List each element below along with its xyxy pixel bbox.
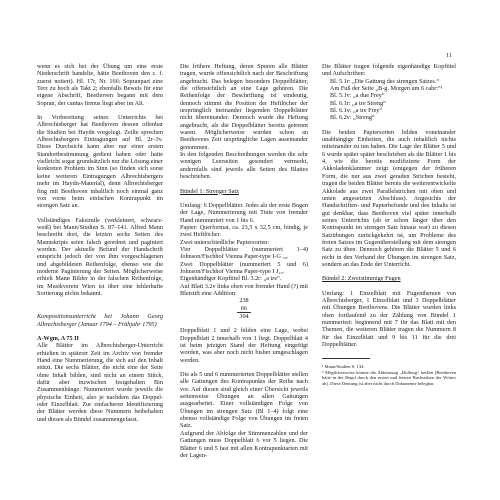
column-right: [322, 63, 456, 386]
addition-line: 304: [239, 313, 249, 320]
paragraph: Vollständiges Faksimile (verkleinert, schwarz-weiß) bei Mann/Studien S. 87–141. Alfred Mann beschreibt dort, die letzten sechs Seiten des Manuskripts seien falsch geordnet und paginiert worden. Der aktuelle Befund der Handschrift entspricht jedoch der von ihm vorgeschlagenen und abgebildeten Reihenfolge, ebenso wie die moderne Paginierung der Seiten. Möglicherweise erhielt Mann Bilder in der falschen Reihenfolge, im Musikverein Wien ist über eine fehlerhafte Sortierung nichts bekannt.: [37, 216, 163, 297]
bundle-heading: Bündel 2: Zweistimmige Fugen: [322, 275, 401, 283]
list-item: Bl. 6.1v: „a tre Frey“: [330, 107, 383, 115]
title-list: [322, 78, 456, 122]
addition-line: 238: [239, 297, 249, 305]
list-item: Bl. 6.2v: „Streng“: [330, 114, 375, 122]
paragraph: Eigenhändiger Kopftitel Bl. 3.2r: „a tre“.: [180, 275, 282, 283]
paragraph: In Vorbereitung seines Unterrichts bei Albrechtsberger hat Beethoven dessen offenbar die Studien bei Haydn vorgelegt. Zeilte sprechen Albrechtsbergers Eintragungen auf Bl. 2r–3v. Diese Durchsicht kann aber nur einer ersten Standortbestimmung gedient haben oder hatte vielleicht sogar grundsätzlich nur die Lösung einer konkreten Problem im Sinn (so finden sich sonst keine weiteren Eintragungen Albrechtsbergers mehr im Haydn-Material), denn Albrechtsberger fing mit Beethoven inhaltlich noch einmal ganz von vorne beim einfachen Kontrapunkt im strengen Satz an.: [37, 114, 163, 210]
column-middle: [180, 63, 308, 459]
paragraph: Die frühere Heftung, deren Spuren alle Blätter tragen, wurde offensichtlich nach der Beschriftung angebracht. Das belegen besonders Doppelblätter, die offensichtlich an eine Lage gehören. Die Reihenfolge der Beschriftung ist eindeutig, dennoch stimmt die Position der Heftlöcher der ursprünglich ineinander liegenden Doppelblätter nicht übereinander. Dennoch wurde die Heftung angebracht, als die Doppelblätter bereits getrennt waren. Möglicherweise wurden schon an Beethovens Zeit ursprüngliche Lagen auseinander genommen.: [180, 63, 308, 151]
footnote: ² Möglicherweise könnte die Abkürzung „Hofburg“ heißen (Beethoven hätte in der Regel durch den ersten und letzten Buchstaben der Wörter ab). Diese Deutung ist aber nicht durch Dokumente belegbar.: [322, 369, 456, 386]
paragraph: Die als 5 und 6 nummerierten Doppelblätter stellen alle Gattungen des Kontrapunkts der Reihe nach vor. Auf diesen sind gleich einer Übersicht jeweils seitenweise Übungen an allen Gattungen ausgearbeitet. Einer vollständigen Folge von Übungen im strengen Satz (Bl 1–4) folgt eine ebenso vollständige Folge von Übungen im freien Satz.: [180, 371, 308, 430]
paragraph: Papier: Querformat, ca. 23,5 x 32,5 cm, bindig, je zwei Heftlöcher.: [180, 223, 308, 239]
paragraph: Alle Blätter im Albrechtsberger-Unterricht erhielten in späterer Zeit im Archiv von fremder Hand eine Nummerierung, die sich auf den Inhalt stützt. Die sechs Blätter, die nicht eine der Seite ohne Inhalt bilden, sind nicht an einem Stück, dafür aber inzwischen festgehalten Bin Zusammenhänge: Nummeriert wurde jeweils die physische Einheit, also je nachdem das Doppel- oder Einzelblatt. Zur einfacheren Identifizierung der Blätter werden diese Nummern beibehalten und diesen als Bündel zusammengefasst.: [37, 342, 163, 423]
paragraph: Die beiden Papiersorten bilden voneinander unabhängige Einheiten, die auch inhaltlich nichts miteinander zu tun haben. Die Lage der Blätter 5 und 6 wurde später später beschrieben als die Blätter 1 bis 4, wie die bereits modifizierte Form der Akkoladenklammer zeigt (entgegen der früheren Form, die nur aus zwei geraden Strichen besteht, tragen die beiden Blätter bereits die weiterentwickelte Akkolade aus zwei Parallelstrichen mit oben und unten angesetzten Abschluss). Angesichts der Handschriften- und Papierbefunde und des Inhalts ist gut denkbar, dass Beethoven viel später innerhalb seines Unterrichts (ab er schon länger über den Kontrapunkt im strengen Satz hinaus war) zu diesen Satzübungen zurückgekehrt ist, um Probleme des freien Satzes im Gegenüberstellung mit dem strengen Satz zu üben. Dennoch gehören die Blätter 5 und 6 nicht in den Verband der Übungen im strengen Satz, sondern an das Ende der Unterricht.: [322, 128, 456, 268]
bundle-heading: Bündel 1: Strenger Satz: [180, 187, 239, 195]
paragraph: Zwei unterschiedliche Papiersorten:: [180, 238, 269, 246]
paragraph: Zwei Doppelblätter (nummeriert 5 und 6) Johnson/Fischhof Vienna Paper-type I J₁₀.: [180, 260, 308, 275]
paragraph: Umfang: 6 Doppelblätter. Jedes als der erste Bogen der Lage, Nummerierung mit Tinte von fremder Hand nummeriert von 1 bis 6.: [180, 201, 308, 224]
paragraph: Vier Doppelblätter (nummeriert 1–4) Johnson/Fischhof Vienna Paper-type I-G ₃₀.: [180, 245, 308, 261]
paragraph: Umfang: 1 Einzelblatt mit Fugenthemen von Albrechtsberger, 1 Einzelblatt und 3 Doppelblätter mit Übungen Beethovens. Die Blätter wurden links oben fortlaufend zu der Zählung von Bündel 1 nummeriert: beginnend mit 7 für das Blatt mit den Themen, die weiteren Blätter tragen die Nummern 8 für das Einzelblatt und 9 bis 11 für die drei Doppelblätter.: [322, 289, 456, 349]
footnote-rule: [322, 358, 370, 359]
paragraph: wenn es sich bei der Übung um eine erste Niederschrift handelte, hätte Beethoven den c. f. zuerst notiert). Hl. 17r, Nr. 166: Sopranpart eine Terz zu hoch als Takt 2; ebenfalls Beweis für eine eigene Abschrift, Beethoven begann mit dem Sopran, der cantus firmus liegt aber im Alt.: [37, 63, 163, 107]
list-item: Bl. 5.1v: „a due Frey“: [330, 92, 385, 100]
page-number: 11: [446, 52, 452, 59]
addition: [180, 297, 308, 320]
paragraph: In den folgenden Beschreibungen werden die sehr wenigen Leerseiten gesondert vermerkt, andernfalls sind jeweils alle Seiten des Blattes beschrieben.: [180, 151, 308, 181]
list-item: Bl. 6.1r: „a tre Streng“: [330, 99, 387, 107]
list-item: Am Fuß der Seite „B-g. Morgen um 6 cahr:“¹: [330, 85, 443, 93]
column-left: [37, 63, 163, 423]
paragraph: Aufgrund der Abfolge der Stimmenzahlen und der Gattungen muss Doppelblatt 6 vor 5 liegen. Die Blätter 6 und 5 fast mit allen Kontrapunktarten mit der Lagen-: [180, 429, 308, 459]
list-item: Bl. 5.1r: „Die Gattung des strengen Satzes.“: [330, 77, 440, 85]
paragraph: Die Blätter tragen folgende eigenhändige Kopftitel und Aufschriften:: [322, 63, 456, 78]
paragraph: Auf Blatt 3.2v links oben von fremder Hand (?) mit Bleistift eine Addition:: [180, 282, 308, 297]
footnote: ¹ Mann/Studien S. 134.: [322, 364, 365, 370]
section-title: Kompositionsunterricht bei Johann Georg Albrechtsberger (Januar 1794 – Frühjahr 1795): [37, 313, 163, 328]
addition-line: 66: [237, 305, 251, 313]
paragraph: Doppelblatt 1 und 2 bilden eine Lage, wobei Doppelblatt 2 innerhalb von 1 liegt. Doppelblatt 4 ist beim jetzigen Stand der Heftung eingefügt worden, was aber noch nicht bisher umgeschlagen werden.: [180, 327, 308, 364]
siglum: A-Wgm, A 75 II: [37, 335, 79, 342]
